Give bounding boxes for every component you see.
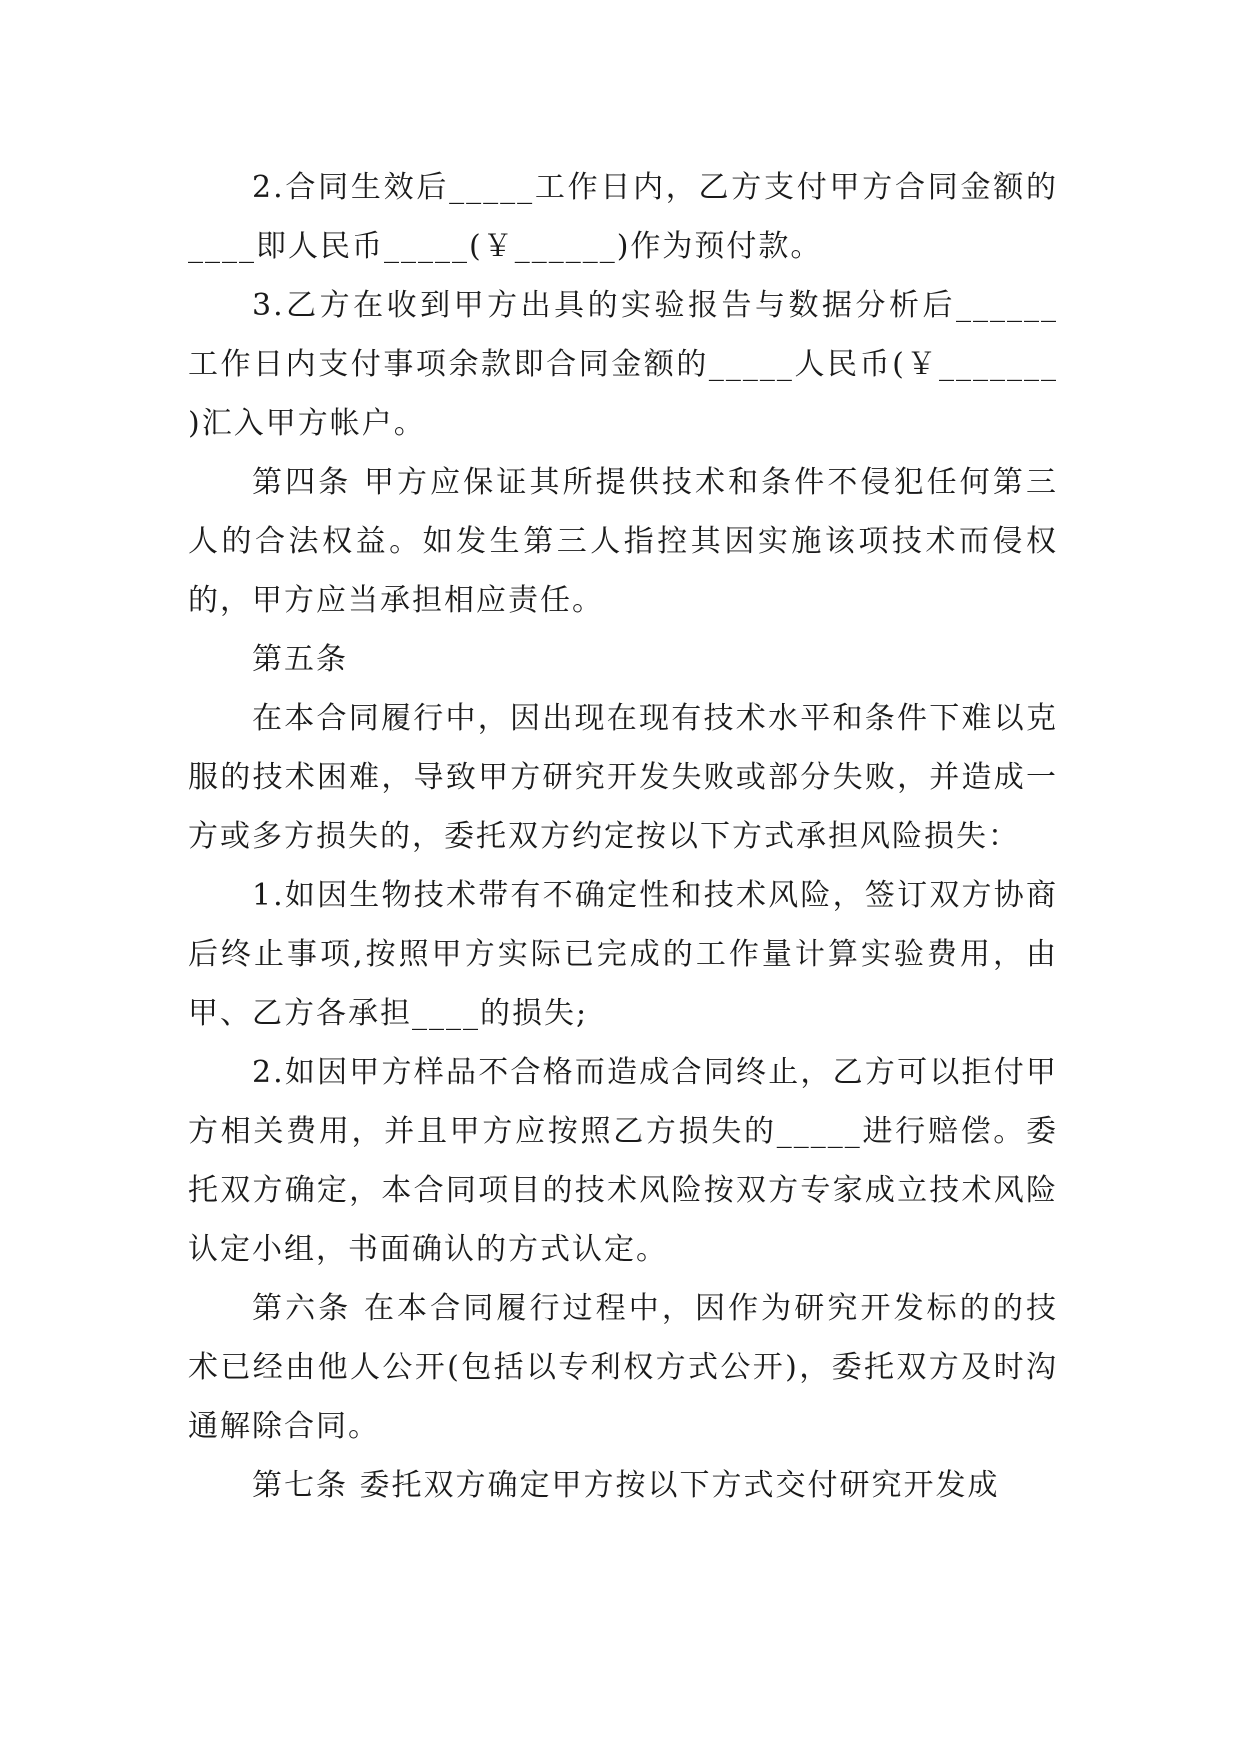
paragraph-clause-3-2: 2.合同生效后_____工作日内，乙方支付甲方合同金额的____即人民币_____(￥______)作为预付款。 <box>188 170 1058 264</box>
paragraph-article-4: 第四条 甲方应保证其所提供技术和条件不侵犯任何第三人的合法权益。如发生第三人指控其因实施该项技术而侵权的，甲方应当承担相应责任。 <box>188 465 1058 618</box>
paragraph-article-5-body: 在本合同履行中，因出现在现有技术水平和条件下难以克服的技术困难，导致甲方研究开发失败或部分失败，并造成一方或多方损失的，委托双方约定按以下方式承担风险损失： <box>188 701 1058 854</box>
paragraph-clause-5-1: 1.如因生物技术带有不确定性和技术风险，签订双方协商后终止事项,按照甲方实际已完成的工作量计算实验费用，由甲、乙方各承担____的损失; <box>188 878 1058 1031</box>
document-page <box>188 158 1058 1515</box>
paragraph-clause-5-2: 2.如因甲方样品不合格而造成合同终止，乙方可以拒付甲方相关费用，并且甲方应按照乙方损失的_____进行赔偿。委托双方确定，本合同项目的技术风险按双方专家成立技术风险认定小组，书面确认的方式认定。 <box>188 1055 1058 1267</box>
heading-article-5: 第五条 <box>252 642 348 677</box>
paragraph-article-6: 第六条 在本合同履行过程中，因作为研究开发标的的技术已经由他人公开(包括以专利权方式公开)，委托双方及时沟通解除合同。 <box>188 1291 1058 1444</box>
paragraph-article-7: 第七条 委托双方确定甲方按以下方式交付研究开发成 <box>252 1468 1000 1503</box>
paragraph-clause-3-3: 3.乙方在收到甲方出具的实验报告与数据分析后______工作日内支付事项余款即合同金额的_____人民币(￥_______ )汇入甲方帐户。 <box>188 288 1058 441</box>
